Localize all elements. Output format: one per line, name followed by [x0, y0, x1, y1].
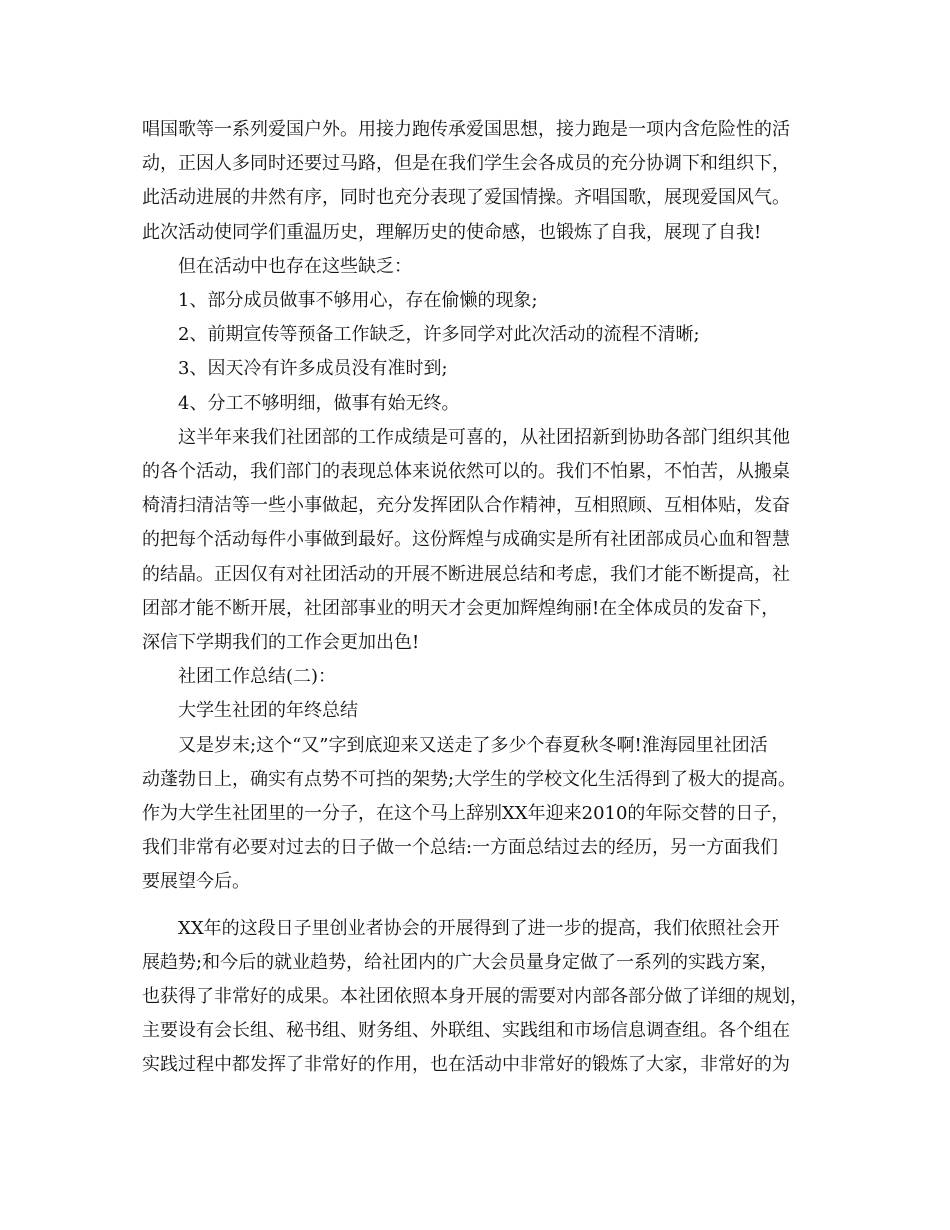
document-body: [142, 113, 832, 1083]
text-line: 这半年来我们社团部的工作成绩是可喜的，从社团招新到协助各部门组织其他: [178, 426, 790, 448]
text-line: 此次活动使同学们重温历史，理解历史的使命感，也锻炼了自我，展现了自我!: [142, 221, 762, 243]
text-line: 要展望今后。: [142, 871, 250, 893]
text-line: 实践过程中都发挥了非常好的作用，也在活动中非常好的锻炼了大家，非常好的为: [142, 1054, 790, 1076]
text-line: 的把每个活动每件小事做到最好。这份辉煌与成确实是所有社团部成员心血和智慧: [142, 529, 790, 551]
list-item: 2、前期宣传等预备工作缺乏，许多同学对此次活动的流程不清晰;: [178, 324, 700, 346]
text-line: 主要设有会长组、秘书组、财务组、外联组、实践组和市场信息调查组。各个组在: [142, 1020, 790, 1042]
text-line: 此活动进展的井然有序，同时也充分表现了爱国情操。齐唱国歌，展现爱国风气。: [142, 187, 790, 209]
text-line: 又是岁末;这个“又”字到底迎来又送走了多少个春夏秋冬啊!淮海园里社团活: [178, 734, 768, 756]
text-line: 深信下学期我们的工作会更加出色!: [142, 632, 420, 654]
text-line: 作为大学生社团里的一分子，在这个马上辞别XX年迎来2010的年际交替的日子，: [142, 803, 790, 825]
text-line: 唱国歌等一系列爱国户外。用接力跑传承爱国思想，接力跑是一项内含危险性的活: [142, 119, 790, 140]
text-line: 的各个活动，我们部门的表现总体来说依然可以的。我们不怕累，不怕苦，从搬桌: [142, 461, 790, 483]
text-line: 动蓬勃日上，确实有点势不可挡的架势;大学生的学校文化生活得到了极大的提高。: [142, 768, 797, 790]
list-item: 3、因天冷有许多成员没有准时到;: [178, 358, 448, 380]
section-heading: 社团工作总结(二)：: [178, 666, 337, 688]
text-line: 展趋势;和今后的就业趋势，给社团内的广大会员量身定做了一系列的实践方案，: [142, 951, 779, 973]
text-line: 动，正因人多同时还要过马路，但是在我们学生会各成员的充分协调下和组织下，: [142, 153, 790, 175]
text-line: 也获得了非常好的成果。本社团依照本身开展的需要对内部各部分做了详细的规划，: [142, 986, 808, 1008]
list-item: 1、部分成员做事不够用心，存在偷懒的现象;: [178, 290, 538, 312]
text-line: XX年的这段日子里创业者协会的开展得到了进一步的提高，我们依照社会开: [178, 917, 780, 939]
text-line: 但在活动中也存在这些缺乏：: [178, 255, 412, 277]
text-line: 的结晶。正因仅有对社团活动的开展不断进展总结和考虑，我们才能不断提高，社: [142, 563, 790, 585]
text-line: 椅清扫清洁等一些小事做起，充分发挥团队合作精神，互相照顾、互相体贴，发奋: [142, 495, 790, 517]
list-item: 4、分工不够明细，做事有始无终。: [178, 392, 460, 414]
text-line: 团部才能不断开展，社团部事业的明天才会更加辉煌绚丽!在全体成员的发奋下，: [142, 597, 780, 619]
text-line: 我们非常有必要对过去的日子做一个总结:一方面总结过去的经历，另一方面我们: [142, 837, 779, 859]
section-subheading: 大学生社团的年终总结: [178, 700, 358, 722]
